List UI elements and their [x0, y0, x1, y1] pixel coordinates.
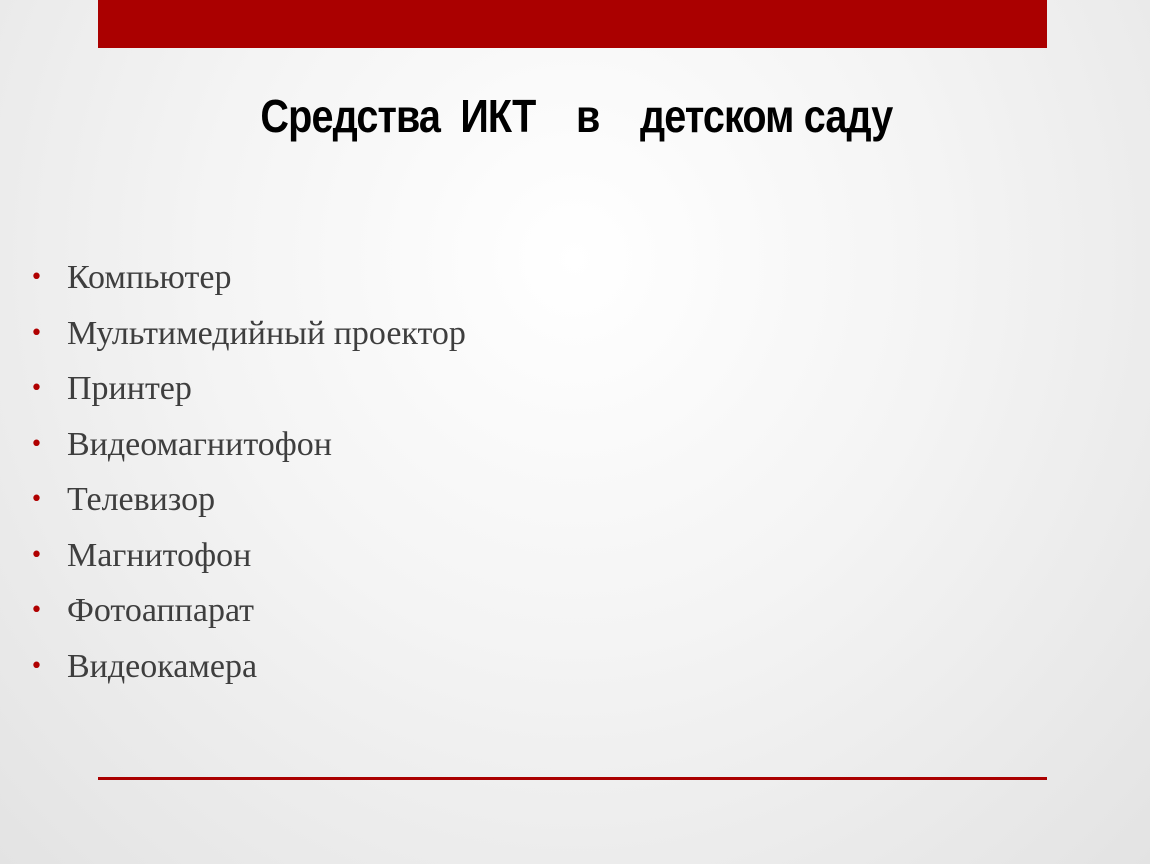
top-accent-bar: [98, 0, 1047, 48]
bullet-icon: •: [30, 320, 43, 346]
list-item: [30, 252, 466, 308]
list-item-label: Мультимедийный проектор: [67, 314, 466, 352]
list-item: [30, 363, 466, 419]
list-item: [30, 530, 466, 586]
list-item-label: Видеомагнитофон: [67, 425, 332, 463]
list-item-label: Телевизор: [67, 481, 216, 518]
list-item-label: Принтер: [67, 370, 192, 407]
bullet-icon: •: [30, 598, 43, 623]
list-item: [30, 419, 466, 475]
bullet-icon: •: [30, 542, 43, 568]
bullet-icon: •: [30, 653, 43, 679]
list-item-label: Магнитофон: [67, 536, 252, 574]
list-item: [30, 641, 466, 697]
list-item-label: Компьютер: [67, 259, 232, 296]
list-item: [30, 474, 466, 530]
list-item: [30, 308, 466, 364]
bullet-icon: •: [30, 487, 43, 512]
bullet-icon: •: [30, 376, 43, 401]
list-item-label: Фотоаппарат: [67, 592, 255, 629]
list-item: [30, 585, 466, 641]
bullet-list: [30, 252, 466, 696]
slide-title: Средства ИКТ в детском саду: [260, 90, 893, 142]
bottom-divider: [98, 777, 1047, 780]
list-item-label: Видеокамера: [67, 647, 258, 685]
bullet-icon: •: [30, 265, 43, 290]
bullet-icon: •: [30, 431, 43, 457]
